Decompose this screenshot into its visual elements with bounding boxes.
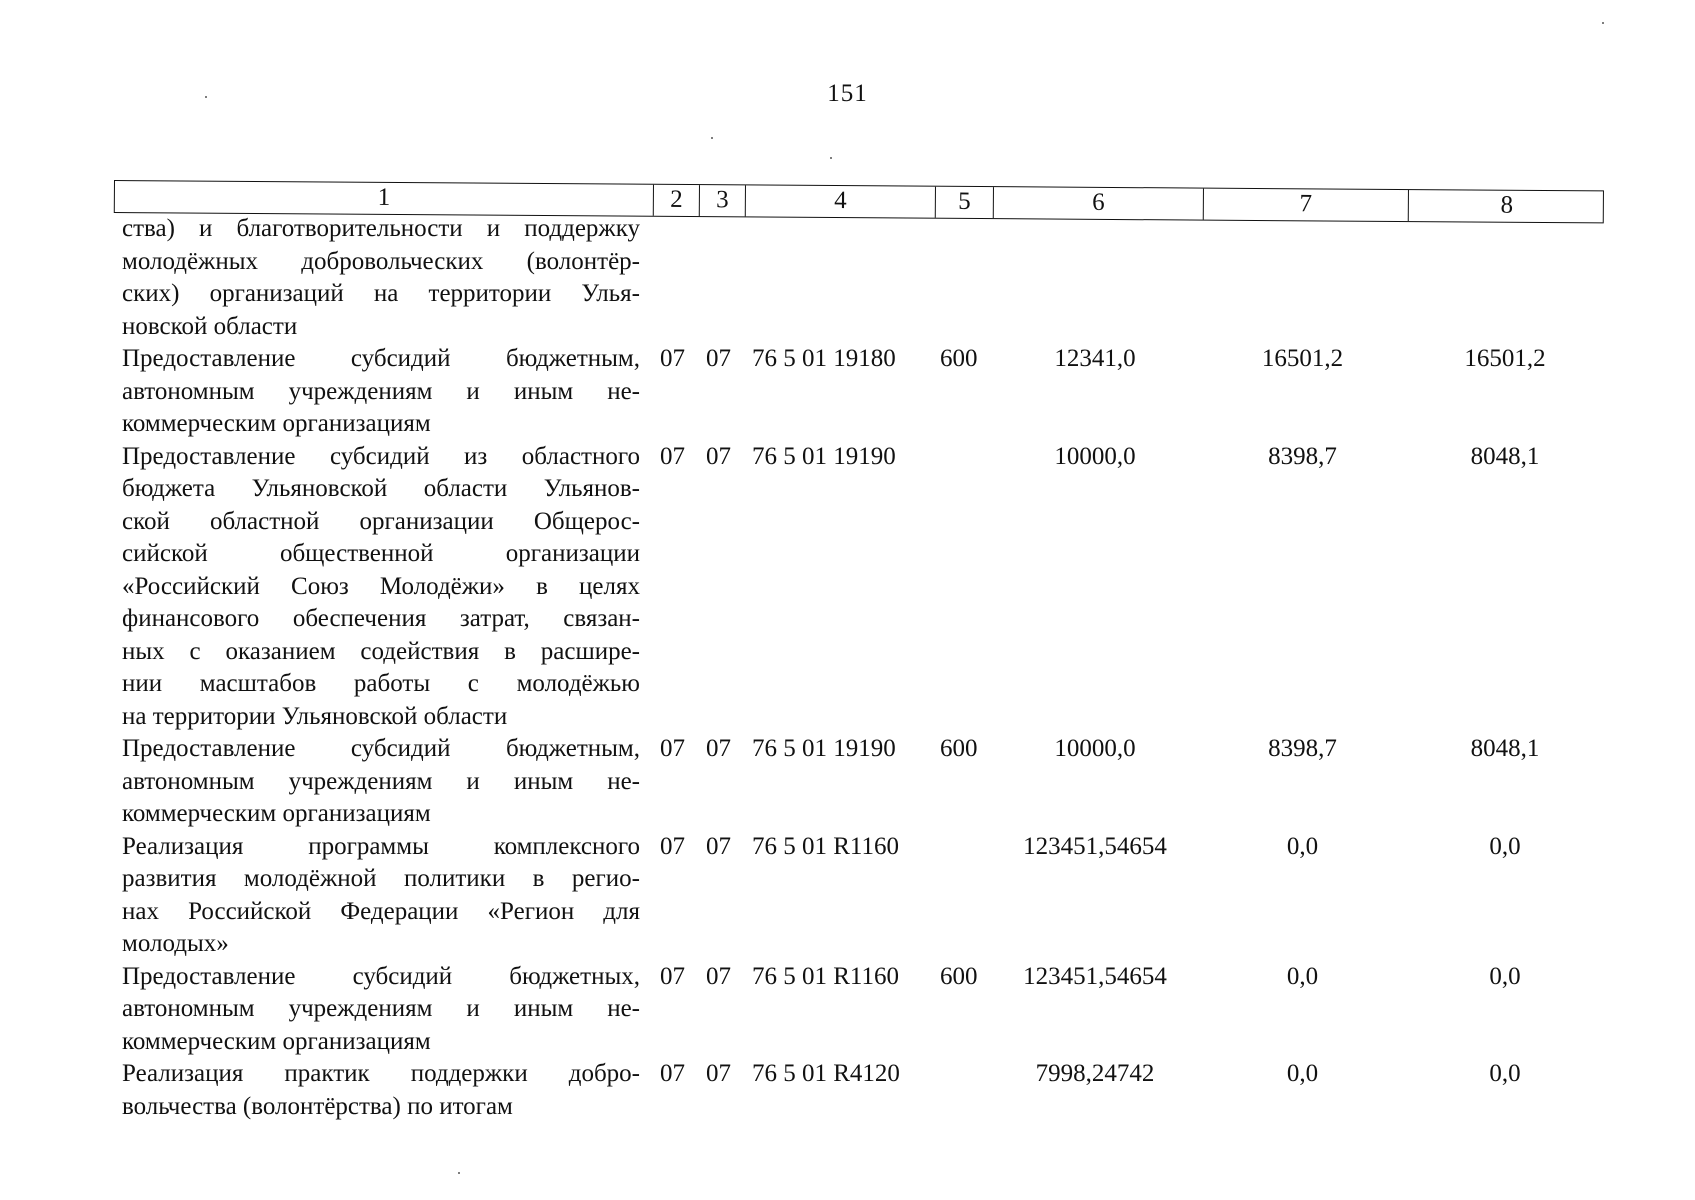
scan-speck bbox=[205, 96, 207, 98]
description-line: Реализация практик поддержки добро- bbox=[122, 1060, 640, 1087]
description-line: Предоставление субсидий бюджетным, bbox=[122, 735, 640, 762]
cell-col3: 07 bbox=[706, 832, 731, 860]
description-line: развития молодёжной политики в регио- bbox=[122, 865, 640, 892]
cell-col5: 600 bbox=[940, 735, 978, 762]
description-line: молодёжных добровольческих (волонтёр- bbox=[122, 247, 640, 275]
cell-col8: 0,0 bbox=[1489, 832, 1521, 860]
cell-col6: 123451,54654 bbox=[1023, 962, 1167, 990]
description-line: автономным учреждениям и иным не- bbox=[122, 767, 640, 795]
cell-col4: 76 5 01 R4120 bbox=[752, 1060, 900, 1087]
table-body bbox=[0, 213, 1695, 1123]
cell-col7: 0,0 bbox=[1286, 1060, 1319, 1087]
column-header-3: 3 bbox=[699, 185, 745, 216]
column-header-7: 7 bbox=[1203, 189, 1408, 221]
column-header-2: 2 bbox=[653, 185, 699, 216]
description-line: коммерческим организациям bbox=[122, 1027, 431, 1055]
cell-col4: 76 5 01 R1160 bbox=[752, 962, 899, 990]
description-line: Реализация программы комплексного bbox=[122, 832, 640, 860]
cell-col6: 10000,0 bbox=[1054, 442, 1136, 470]
cell-col3: 07 bbox=[706, 735, 731, 762]
description-line: ской областной организации Общерос- bbox=[122, 507, 640, 535]
column-header-6: 6 bbox=[993, 187, 1203, 219]
scan-speck bbox=[711, 137, 713, 139]
description-line: бюджета Ульяновской области Ульянов- bbox=[122, 475, 640, 502]
cell-col7: 0,0 bbox=[1286, 832, 1319, 860]
description-line: на территории Ульяновской области bbox=[122, 702, 508, 730]
cell-col8: 0,0 bbox=[1489, 962, 1521, 990]
cell-col2: 07 bbox=[660, 1060, 685, 1087]
cell-col6: 12341,0 bbox=[1054, 345, 1136, 372]
page-number: 151 bbox=[827, 80, 868, 107]
description-line: сийской общественной организации bbox=[122, 540, 640, 567]
table-row bbox=[0, 961, 1695, 1059]
description-line: автономным учреждениям и иным не- bbox=[122, 995, 640, 1022]
table-row bbox=[0, 441, 1695, 734]
column-header-4: 4 bbox=[745, 185, 935, 217]
table-row bbox=[0, 1058, 1695, 1123]
cell-col7: 16501,2 bbox=[1261, 345, 1344, 372]
cell-col2: 07 bbox=[660, 962, 685, 990]
cell-col6: 7998,24742 bbox=[1035, 1060, 1155, 1087]
cell-col4: 76 5 01 19190 bbox=[752, 735, 896, 762]
cell-col3: 07 bbox=[706, 345, 731, 372]
cell-col7: 8398,7 bbox=[1268, 735, 1337, 762]
row-description bbox=[122, 343, 640, 441]
cell-col7: 8398,7 bbox=[1268, 442, 1337, 470]
cell-col2: 07 bbox=[660, 442, 685, 470]
description-line: ства) и благотворительности и поддержку bbox=[122, 215, 640, 242]
description-line: молодых» bbox=[122, 930, 229, 957]
scan-speck bbox=[830, 157, 832, 159]
row-description bbox=[122, 441, 640, 734]
column-header-1: 1 bbox=[377, 183, 391, 211]
description-line: финансового обеспечения затрат, связан- bbox=[122, 605, 640, 632]
cell-col3: 07 bbox=[706, 962, 731, 990]
description-line: ских) организаций на территории Улья- bbox=[122, 280, 640, 307]
cell-col4: 76 5 01 19180 bbox=[752, 345, 896, 372]
description-line: Предоставление субсидий бюджетным, bbox=[122, 345, 640, 372]
cell-col5: 600 bbox=[940, 345, 978, 372]
cell-col4: 76 5 01 19190 bbox=[752, 442, 896, 470]
row-description bbox=[122, 961, 640, 1059]
cell-col6: 123451,54654 bbox=[1023, 832, 1167, 860]
description-line: нах Российской Федерации «Регион для bbox=[122, 897, 640, 925]
cell-col4: 76 5 01 R1160 bbox=[752, 832, 899, 860]
column-header-8: 8 bbox=[1408, 190, 1605, 222]
cell-col6: 10000,0 bbox=[1054, 735, 1136, 762]
table-row bbox=[0, 733, 1695, 831]
cell-col3: 07 bbox=[706, 442, 731, 470]
row-description bbox=[122, 213, 640, 343]
description-line: вольчества (волонтёрства) по итогам bbox=[122, 1092, 513, 1120]
table-row bbox=[0, 831, 1695, 961]
cell-col3: 07 bbox=[706, 1060, 731, 1087]
description-line: нии масштабов работы с молодёжью bbox=[122, 670, 640, 697]
cell-col8: 8048,1 bbox=[1470, 735, 1540, 762]
row-description bbox=[122, 1058, 640, 1123]
scan-speck bbox=[1602, 22, 1604, 24]
row-description bbox=[122, 733, 640, 831]
cell-col8: 0,0 bbox=[1489, 1060, 1521, 1087]
description-line: Предоставление субсидий из областного bbox=[122, 442, 640, 470]
cell-col2: 07 bbox=[660, 735, 685, 762]
description-line: ных с оказанием содействия в расшире- bbox=[122, 637, 640, 665]
cell-col2: 07 bbox=[660, 345, 685, 372]
description-line: новской области bbox=[122, 312, 298, 340]
column-header-5: 5 bbox=[935, 187, 993, 218]
table-row bbox=[0, 213, 1695, 343]
cell-col5: 600 bbox=[940, 962, 978, 990]
description-line: «Российский Союз Молодёжи» в целях bbox=[122, 572, 640, 600]
cell-col8: 8048,1 bbox=[1470, 442, 1540, 470]
description-line: коммерческим организациям bbox=[122, 410, 431, 437]
cell-col7: 0,0 bbox=[1286, 962, 1319, 990]
row-description bbox=[122, 831, 640, 961]
description-line: коммерческим организациям bbox=[122, 800, 431, 827]
table-row bbox=[0, 343, 1695, 441]
cell-col8: 16501,2 bbox=[1464, 345, 1546, 372]
cell-col2: 07 bbox=[660, 832, 685, 860]
scan-speck bbox=[458, 1172, 460, 1174]
description-line: автономным учреждениям и иным не- bbox=[122, 377, 640, 405]
description-line: Предоставление субсидий бюджетных, bbox=[122, 962, 640, 990]
